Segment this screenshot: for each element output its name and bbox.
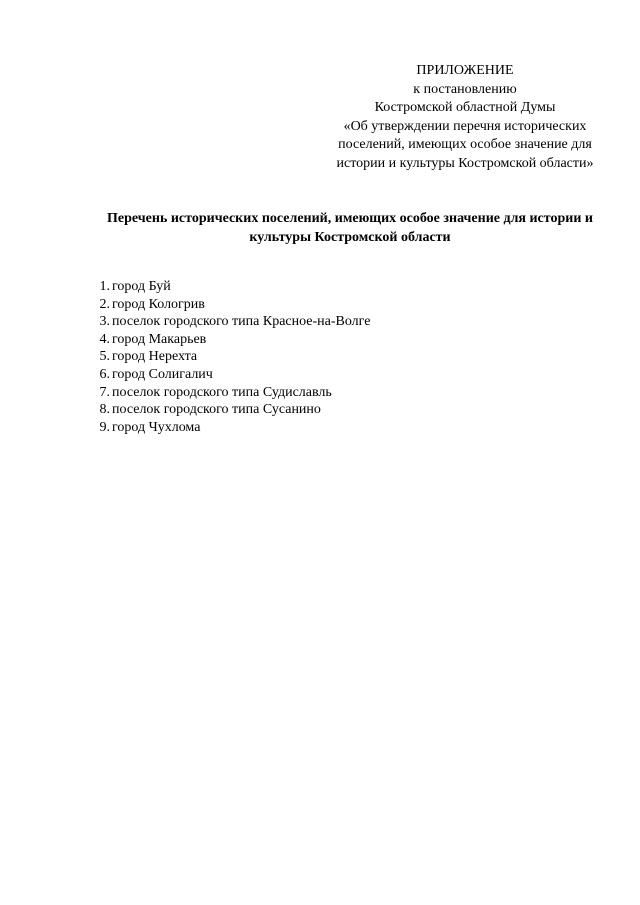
item-name: город Солигалич xyxy=(112,366,213,382)
item-number: 9. xyxy=(99,419,110,435)
item-name: город Чухлома xyxy=(112,419,201,435)
appendix-line: к постановлению xyxy=(413,81,517,97)
appendix-line: «Об утверждении перечня исторических xyxy=(343,118,587,134)
item-name: город Кологрив xyxy=(112,296,205,312)
item-number: 5. xyxy=(99,349,110,365)
list-item xyxy=(88,296,548,314)
appendix-heading: ПРИЛОЖЕНИЕ xyxy=(416,63,514,78)
list-item xyxy=(88,384,548,402)
title-line: Перечень исторических поселений, имеющих особое значение для истории и xyxy=(107,211,593,226)
appendix-line: Костромской областной Думы xyxy=(374,100,556,115)
appendix-line: поселений, имеющих особое значение для xyxy=(338,137,592,152)
list-item xyxy=(88,313,548,331)
item-name: поселок городского типа Красное-на-Волге xyxy=(112,314,371,330)
item-name: город Нерехта xyxy=(112,349,198,365)
item-name: поселок городского типа Сусанино xyxy=(112,402,321,418)
list-item xyxy=(88,401,548,419)
list-item xyxy=(88,278,548,296)
appendix-header xyxy=(300,62,630,173)
list-item xyxy=(88,366,548,384)
item-number: 4. xyxy=(99,331,110,347)
item-number: 8. xyxy=(99,402,110,418)
item-name: поселок городского типа Судиславль xyxy=(112,384,332,400)
settlement-list xyxy=(88,278,548,436)
item-number: 1. xyxy=(99,279,110,294)
appendix-line: истории и культуры Костромской области» xyxy=(336,155,594,171)
list-item xyxy=(88,331,548,349)
title-line: культуры Костромской области xyxy=(249,230,451,245)
list-item xyxy=(88,419,548,437)
document-title xyxy=(70,209,630,247)
item-number: 7. xyxy=(99,384,110,400)
item-number: 3. xyxy=(99,314,110,330)
item-number: 2. xyxy=(99,296,110,312)
item-name: город Буй xyxy=(112,279,171,294)
item-name: город Макарьев xyxy=(112,331,207,347)
item-number: 6. xyxy=(99,366,110,382)
list-item xyxy=(88,348,548,366)
